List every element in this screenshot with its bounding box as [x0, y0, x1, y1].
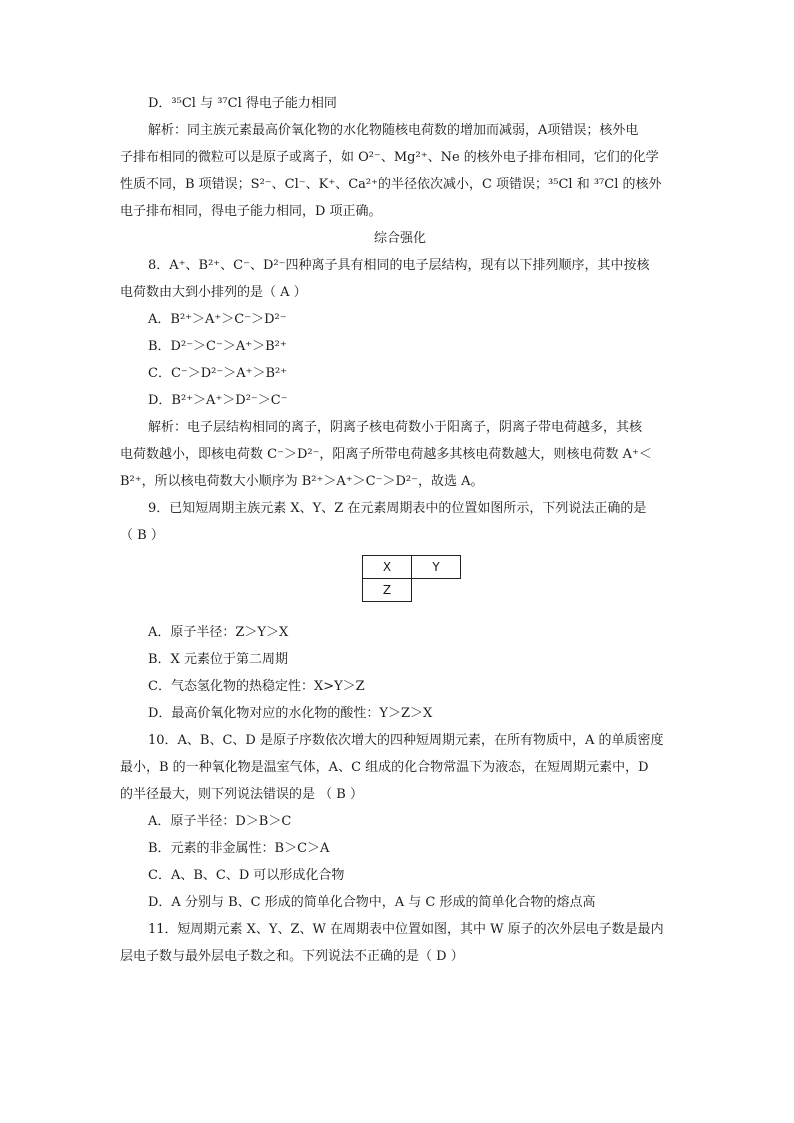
- text-line: （ B ）: [120, 528, 164, 543]
- text-block-upper: [120, 90, 680, 549]
- cell-x: X: [363, 556, 412, 579]
- cell-empty: [412, 579, 461, 602]
- text-line: 11．短周期元素 X、Y、Z、W 在周期表中位置如图，其中 W 原子的次外层电子数是最内: [148, 922, 664, 937]
- text-line: D．B²⁺＞A⁺＞D²⁻＞C⁻: [148, 393, 288, 408]
- text-line: 解析：同主族元素最高价氧化物的水化物随核电荷数的增加而减弱，A项错误；核外电: [148, 123, 639, 138]
- text-line: 电荷数越小，即核电荷数 C⁻＞D²⁻，阳离子所带电荷越多其核电荷数越大，则核电荷数 A⁺＜: [120, 447, 652, 462]
- text-line: 电子排布相同，得电子能力相同，D 项正确。: [120, 204, 382, 219]
- text-line: 最小，B 的一种氧化物是温室气体，A、C 组成的化合物常温下为液态，在短周期元素中，D: [120, 760, 649, 775]
- text-line: A．原子半径：Z＞Y＞X: [148, 625, 289, 640]
- text-line: C．A、B、C、D 可以形成化合物: [148, 868, 345, 883]
- text-line: B．D²⁻＞C⁻＞A⁺＞B²⁺: [148, 339, 287, 354]
- text-line: D．³⁵Cl 与 ³⁷Cl 得电子能力相同: [148, 96, 337, 111]
- text-line: 解析：电子层结构相同的离子，阴离子核电荷数小于阳离子，阴离子带电荷越多，其核: [148, 420, 643, 435]
- text-block-lower: [120, 619, 680, 970]
- cell-z: Z: [363, 579, 412, 602]
- document-page: [120, 90, 680, 970]
- text-line: 电荷数由大到小排列的是（ A ）: [120, 285, 307, 300]
- cell-y: Y: [412, 556, 461, 579]
- text-line: 综合强化: [373, 231, 426, 246]
- text-line: 10．A、B、C、D 是原子序数依次增大的四种短周期元素，在所有物质中，A 的单质密度: [148, 733, 664, 748]
- text-line: B．X 元素位于第二周期: [148, 652, 288, 667]
- text-line: 子排布相同的微粒可以是原子或离子，如 O²⁻、Mg²⁺、Ne 的核外电子排布相同，它们的化学: [120, 150, 659, 165]
- element-position-table: [362, 555, 461, 602]
- text-line: 性质不同，B 项错误；S²⁻、Cl⁻、K⁺、Ca²⁺的半径依次减小，C 项错误；³⁵Cl 和 ³⁷Cl 的核外: [120, 177, 662, 192]
- text-line: 层电子数与最外层电子数之和。下列说法不正确的是（ D ）: [120, 949, 464, 964]
- text-line: C．C⁻＞D²⁻＞A⁺＞B²⁺: [148, 366, 288, 381]
- text-line: 的半径最大，则下列说法错误的是 （ B ）: [120, 787, 363, 802]
- periodic-position-figure: [120, 555, 680, 615]
- text-line: C．气态氢化物的热稳定性：X>Y＞Z: [148, 679, 365, 694]
- text-line: 8．A⁺、B²⁺、C⁻、D²⁻四种离子具有相同的电子层结构，现有以下排列顺序，其中按核: [148, 258, 650, 273]
- text-line: 9．已知短周期主族元素 X、Y、Z 在元素周期表中的位置如图所示，下列说法正确的是: [148, 501, 647, 516]
- text-line: B．元素的非金属性：B＞C＞A: [148, 841, 330, 856]
- text-line: D．A 分别与 B、C 形成的简单化合物中，A 与 C 形成的简单化合物的熔点高: [148, 895, 596, 910]
- text-line: A．原子半径：D＞B＞C: [148, 814, 292, 829]
- text-line: B²⁺，所以核电荷数大小顺序为 B²⁺＞A⁺＞C⁻＞D²⁻，故选 A。: [120, 474, 484, 489]
- text-line: D．最高价氧化物对应的水化物的酸性：Y＞Z＞X: [148, 706, 433, 721]
- text-line: A．B²⁺＞A⁺＞C⁻＞D²⁻: [148, 312, 287, 327]
